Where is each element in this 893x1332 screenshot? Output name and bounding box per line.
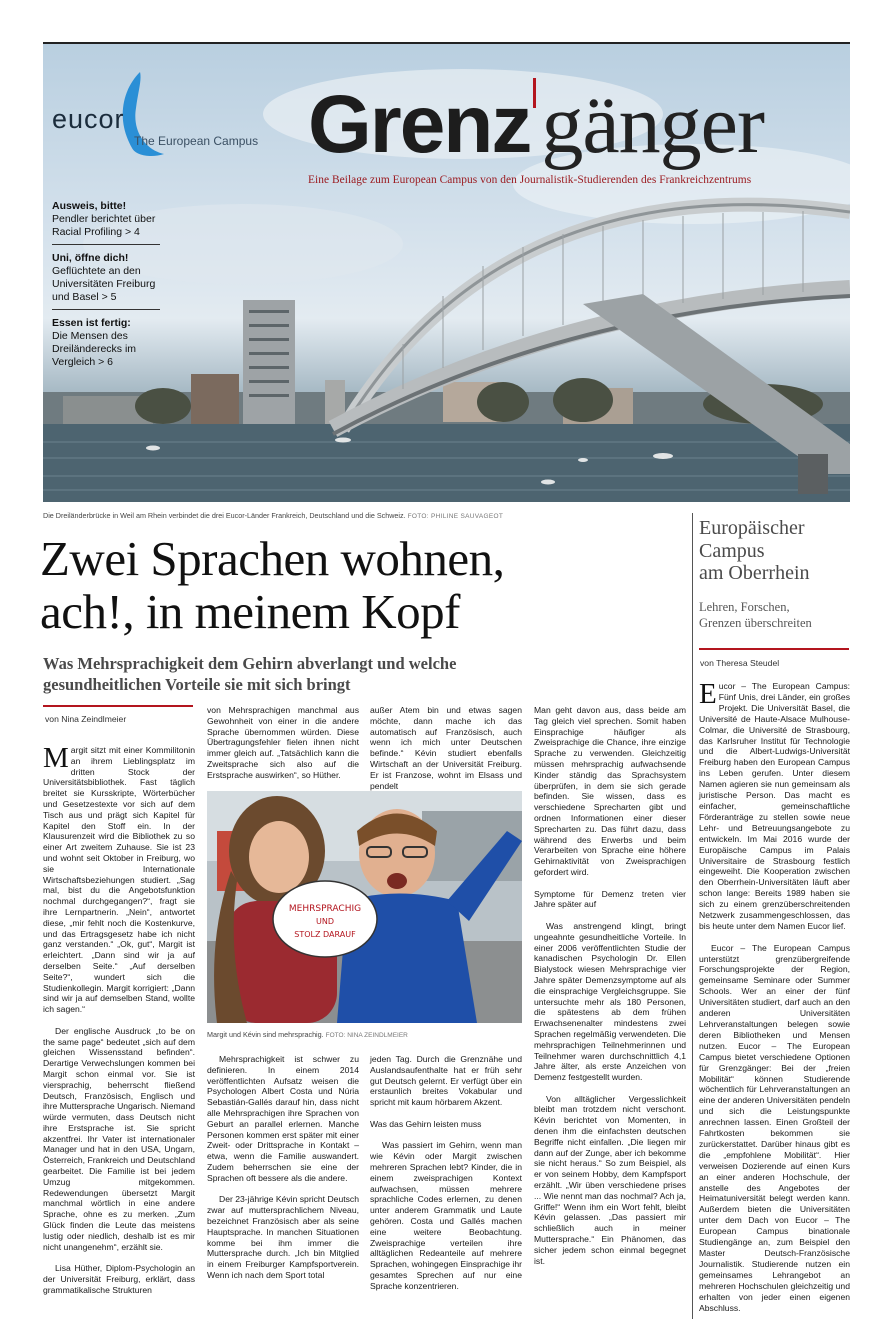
title-serif-part: gänger [541,78,764,171]
sidebar-subtitle [699,599,849,631]
eucor-logo-word: eucor [52,104,125,134]
sidebar-author-rule [699,648,849,650]
hero-caption-credit: FOTO: PHILINE SAUVAGEOT [407,513,504,520]
photo-scene-graphic [207,791,522,1023]
author-rule [43,705,193,707]
photo-caption-text: Margit und Kévin sind mehrsprachig. [207,1030,324,1039]
teaser-divider [52,309,160,310]
hero-caption [43,511,683,520]
article-paragraph: Man geht davon aus, dass beide am Tag gleich viel sprechen. Somit haben Einsprachige häufiger als Zweisprachige die Chance, ihre einzige Sprache zu verwenden. Gleichzeitig müssen mehrsprachig aufwachsende Kinder ständig das Sprachsystem überprüfen, in dem sie sich gerade befinden. Sie wissen, dass es verschiedene Sprecharten gibt und ordnen Informationen einer dieser Sprecharten zu. Das führt dazu, dass während des Erwerbs und beim Verarbeiten von Sprache eine höhere Gehirnaktivität von Zweisprachigen gefordert wird. [534,705,686,877]
subhead-line: gesundheitlichen Vorteile sie mit sich bringt [43,675,351,694]
teaser-text: Geflüchtete an den Universitäten Freiburg und Basel > 5 [52,265,156,303]
sign-text: UND [316,917,334,926]
eucor-logo-subtitle: The European Campus [134,134,259,148]
article-column-2-top [207,705,359,791]
article-paragraph: Lisa Hüther, Diplom-Psychologin an der Universität Freiburg, erklärt, dass grammatikalische Strukturen [43,1263,195,1295]
sidebar-title-line: Campus [699,539,765,562]
article-column-2-bottom [207,1054,359,1292]
title-red-mark [533,78,536,108]
article-subhead [43,653,683,695]
article-author: von Nina Zeindlmeier [45,714,127,724]
article-photo [207,791,522,1023]
dropcap: M [43,742,69,774]
teaser-racial-profiling[interactable] [52,200,160,239]
sidebar-title-line: am Oberrhein [699,562,810,584]
article-paragraph: Was passiert im Gehirn, wenn man wie Kévin oder Margit zwischen mehreren Sprachen lebt? Kinder, die in einem zweisprachigen Kontext aufwachsen, müssen mehrere sprachliche Codes erlernen, zu denen unter anderem Grammatik und Laute gehören. Costa und Gallés machen eine weitere Beobachtung. Zweisprachige verteilen ihre alltäglichen Redeanteile auf mehrere Sprachen, wohingegen Einsprachige ihr gesamtes Sprechen auf nur eine Sprache konzentrieren. [370,1140,522,1291]
article-paragraph: jeden Tag. Durch die Grenznähe und Auslandsaufenthalte hat er früh sehr gut Deutsch gelernt. Er verfügt über ein erstaunlich breites Vokabular und spricht mit kaum hörbarem Akzent. [370,1054,522,1108]
article-column-3-bottom [370,1054,522,1302]
sidebar-subtitle-line: Lehren, Forschen, [699,600,790,614]
teaser-heading: Essen ist fertig: [52,317,131,329]
masthead-tagline: Eine Beilage zum European Campus von den Journalistik-Studierenden des Frankreichzentrums [308,174,752,186]
subhead-line: Was Mehrsprachigkeit dem Gehirn abverlangt und welche [43,654,457,673]
article-paragraph: Der englische Ausdruck „to be on the same page“ bedeutet „sich auf dem gleichen Wissensstand befinden“. Derartige Verwechslungen kommen bei Margit schon einmal vor. Sie ist viersprachig, beherrscht fließend Deutsch, Französisch, Englisch und ihre Muttersprache Ungarisch. Niemand würde vermuten, dass Deutsch nicht ihre Erstsprache ist. Sie spricht akzentfrei. Ihr Vater ist internationaler Manager und hat in den USA, Ungarn, Österreich, Frankreich und Deutschland gearbeitet. Die Familie ist bei jedem Umzug mitgekommen. Redewendungen übersetzt Margit manchmal wörtlich in eine andere Sprache, ohne es zu merken. „Zum Glück finden die Leute das meistens lustig oder niedlich, deshalb ist es mir nicht unangenehm“, erzählt sie. [43,1025,195,1252]
article-paragraph: Von alltäglicher Vergesslichkeit bleibt man trotzdem nicht verschont. Kévin berichtet von Momenten, in denen ihm die einfachsten deutschen Begriffe nicht einfallen. „Die liegen mir dann auf der Zunge, aber ich bekomme sie nicht heraus.“ So zum Beispiel, als er von seinem Hobby, dem Kampfsport erzählt. „Wir üben verschiedene prises ... Wie nennt man das nochmal? Ach ja, Griffe!“ Wenn ihm ein Wort fehlt, bleibt Kévin gelassen. „Das passiert mir schließlich auch in meiner Muttersprache.“ Ein Phänomen, das sicher jedem schon einmal begegnet ist. [534,1093,686,1266]
sidebar-column [699,678,850,1324]
article-paragraph: außer Atem bin und etwas sagen möchte, dann mache ich das automatisch auf Französisch, auch wenn ich mich unter Deutschen befinde.“ Kévin studiert ebenfalls Wirtschaft an der Universität Freiburg. Er ist Franzose, wohnt im Elsass und pendelt [370,705,522,791]
sidebar-title [699,517,849,585]
article-column-1 [43,742,195,1306]
eucor-logo [52,70,272,160]
article-headline [40,532,690,638]
sidebar-author: von Theresa Steudel [700,658,780,668]
photo-caption [207,1030,522,1039]
dropcap: E [699,678,717,710]
hero-caption-text: Die Dreiländerbrücke in Weil am Rhein verbindet die drei Eucor-Länder Frankreich, Deutschland und die Schweiz. [43,511,406,520]
article-paragraph: von Mehrsprachigen manchmal aus Gewohnheit von einer in die andere Sprache übernommen würden. Diese Übertragungsfehler fielen ihnen nicht immer gleich auf. „Tatsächlich kann die Zweitsprache sich also auf die Erstsprache auswirken“, so Hüther. [207,705,359,780]
title-bold-part: Grenz [308,79,531,170]
newspaper-title [308,76,848,176]
article-column-3-top [370,705,522,802]
article-paragraph: Margit sitzt mit einer Kommilitonin an ihrem Lieblingsplatz im dritten Stock der Universitätsbibliothek. Fast täglich breitet sie Kursskripte, Wörterbücher und Gesetzestexte vor sich auf dem Tisch aus und prägt sich Kapitel für Kapitel den Stoff ein. In der Klausurenzeit wird die Bibliothek zu so einer Art zweitem Zuhause. Sie ist 23 und wohnt seit Oktober in Freiburg, wo sie Internationale Wirtschaftsbeziehungen studiert. „Sag mal, bist du die Angebotsfunktion nochmal durchgegangen?“, fragt sie ihre Lernpartnerin. „Nein“, antwortet diese, „mir fehlt noch die Kostenkurve, und das Ertragsgesetz habe ich nicht ganz verstanden.“ „Ok, gut“, Margit ist erleichtert. „Dann sind wir ja auf derselben Seite.“ „Auf derselben Seite?“, wundert sich die Studienkollegin. Margit korrigiert: „Dann sind wir ja auf demselben Stand, wollte ich sagen.“ [43,742,195,1015]
article-paragraph: Der 23-jährige Kévin spricht Deutsch zwar auf muttersprachlichem Niveau, bezeichnet Französisch aber als seine Hauptsprache. In manchen Situationen komme bei ihm immer die Muttersprache durch. „Ich bin Mitglied in einem Freiburger Kampfsportverein. Wenn ich nach dem Sport total [207,1194,359,1280]
sign-text: MEHRSPRACHIG [288,904,362,914]
photo-caption-credit: FOTO: NINA ZEINDLMEIER [325,1032,408,1039]
sidebar-title-line: Europäischer [699,517,805,539]
article-paragraph: Was anstrengend klingt, bringt ungeahnte gesundheitliche Vorteile. In einer 2006 veröffentlichten Studie der kanadischen Psychologin Dr. Ellen Bialystock wiesen Mehrsprachige vier Jahre später Demenzsymptome auf als die einsprachige Vergleichsgruppe. Sie untersuchte mehr als 180 Personen, die spätestens ab dem frühen Erwachsenenalter mindestens zwei Sprachen regelmäßig verwendeten. Die mehrsprachigen Teilnehmerinnen und Teilnehmer waren durchschnittlich 4,1 Jahre älter, als erste Anzeichen von Demenz festgestellt wurden. [534,920,686,1083]
sidebar-paragraph: Eucor – The European Campus unterstützt grenzübergreifende Forschungsprojekte der Region, gemeinsame Seminare oder Summer Schools. Wer an einer der fünf Universitäten studiert, darf auch an den anderen Universitäten Lehrveranstaltungen belegen sowie deren Bibliotheken und Mensen nutzen. Eucor – The European Campus bietet verschiedene Optionen für Grenzgänger: Bei der „freien Mobilität“ können Studierende wöchentlich für Lehrveranstaltungen an eine der anderen Universitäten pendeln und sich die Leistungspunkte anrechnen lassen. Einen Großteil der Fahrtkosten bekommen sie zurückerstattet. Darüber hinaus gibt es die „empfohlene Mobilität“. Hier verweisen Dozierende auf einen Kurs an einer anderen Hochschule, der anstelle des Angebotes der Heimatuniversität belegt werden kann. Außerdem bieten die Universitäten unter dem Dach von Eucor – The European Campus binationale Studiengänge an, zum Beispiel den Master Deutsch-Französische Journalistik. Studierende nutzen ein gemeinsames Lehrangebot an mehreren Hochschulen gleichzeitig und erhalten von jeder einen eigenen Abschluss. [699,942,850,1313]
article-subheading: Was das Gehirn leisten muss [370,1118,482,1129]
headline-line: ach!, in meinem Kopf [40,584,460,639]
sign-text: STOLZ DARAUF [294,930,356,939]
teaser-mensen[interactable] [52,317,160,369]
article-column-4 [534,705,686,1277]
headline-line: Zwei Sprachen wohnen, [40,531,505,586]
teaser-divider [52,244,160,245]
sidebar-divider [692,513,693,1319]
sidebar-subtitle-line: Grenzen überschreiten [699,616,812,630]
sidebar-paragraph: Eucor – The European Campus: Fünf Unis, drei Länder, ein großes Projekt. Die Universität Basel, die Université de Haute-Alsace Mulhouse-Colmar, die Université de Strasbourg, das Karlsruher Institut für Technologie und die Albert-Ludwigs-Universität Freiburg haben den European Campus ins Leben gerufen. Unter diesem Namen agieren sie nun gemeinsam als juristische Person. Das macht es einfacher, gemeinschaftliche Förderanträge zu stellen sowie neue Lehr- und Betreuungsangebote zu entwickeln. Im Mai 2016 wurde der Europäische Campus im Palais Universitaire de Strasbourg festlich eingeweiht. Die Kooperation zwischen den Oberrhein-Universitäten läuft aber schon lange: Bereits 1989 haben sie sich zu einem grenzüberschreitenden Netzwerk zusammengeschlossen, das bis heute unter dem Namen Eucor lief. [699,678,850,931]
teaser-text: Die Mensen des Dreiländerecks im Vergleich > 6 [52,330,137,368]
article-subheading: Symptome für Demenz treten vier Jahre später auf [534,888,686,910]
teaser-heading: Ausweis, bitte! [52,200,127,212]
teaser-text: Pendler berichtet über Racial Profiling > 4 [52,213,156,238]
teaser-heading: Uni, öffne dich! [52,252,129,264]
article-paragraph: Mehrsprachigkeit ist schwer zu definieren. In einem 2014 veröffentlichten Aufsatz weisen die Psychologen Albert Costa und Núria Sebastián-Gallés darauf hin, dass nicht alle Mehrsprachigen ihre Sprachen von Geburt an parallel erlernen. Manche Personen kommen erst später mit einer Zweit- oder Drittsprache in Kontakt – etwa, wenn die Familie auswandert. Zudem beherrschen sie eine der Sprachen oft bessere als die andere. [207,1054,359,1183]
teaser-refugees[interactable] [52,252,160,304]
